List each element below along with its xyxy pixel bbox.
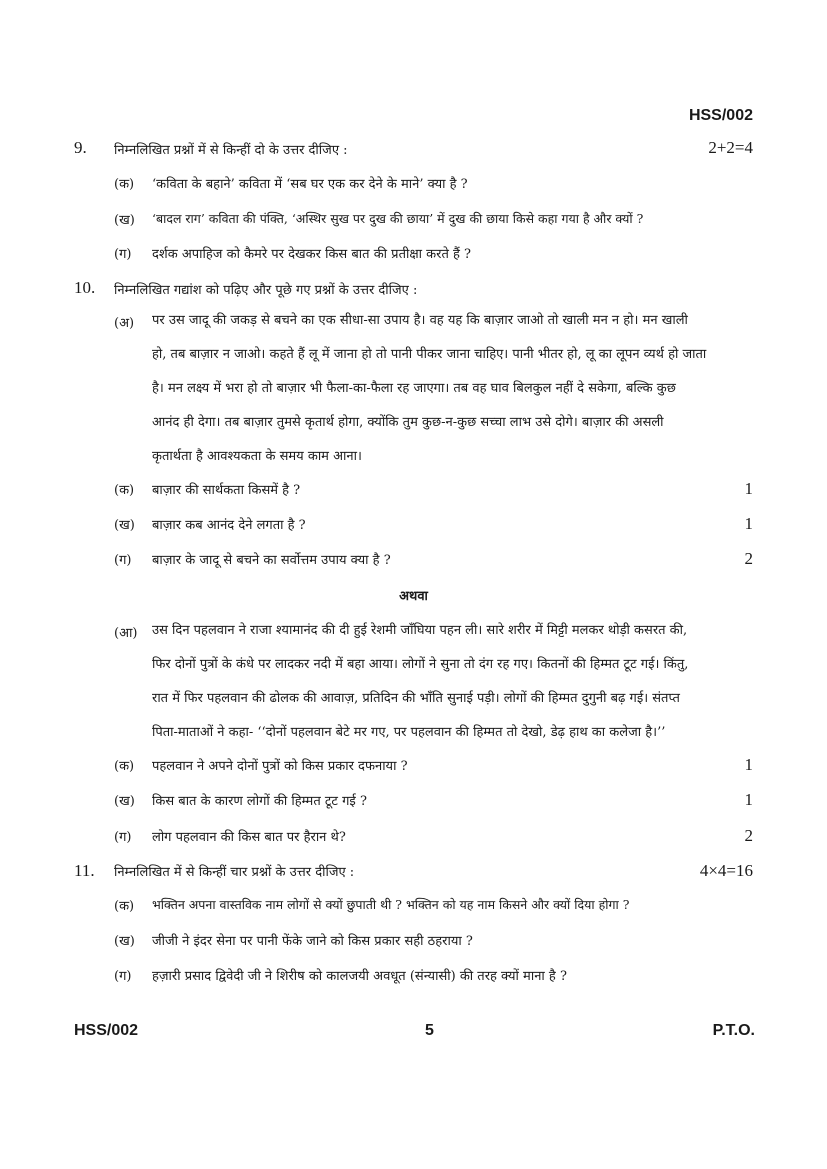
question-number-10: 10.: [74, 278, 96, 297]
question-11-text: निम्नलिखित में से किन्हीं चार प्रश्नों के उत्तर दीजिए :: [114, 865, 355, 880]
passage-a-label: (अ): [114, 316, 135, 331]
q10a-question-marks: 1: [744, 514, 753, 533]
passage-a-text: [152, 304, 757, 474]
q10b-question-marks: 1: [744, 755, 753, 774]
q11-item-label: (ख): [114, 934, 135, 949]
passage-b-text: [152, 614, 757, 750]
question-9-marks: 2+2=4: [708, 138, 753, 157]
passage-line: पर उस जादू की जकड़ से बचने का एक सीधा-सा उपाय है। वह यह कि बाज़ार जाओ तो खाली मन न हो। मन खाली: [152, 313, 688, 328]
pto-label: P.T.O.: [712, 1022, 755, 1039]
q10a-question-marks: 2: [744, 549, 753, 568]
q9-item-text: ‘बादल राग’ कविता की पंक्ति, ‘अस्थिर सुख पर दुख की छाया’ में दुख की छाया किसे कहा गया है और क्यों ?: [152, 211, 644, 226]
q11-item-text: हज़ारी प्रसाद द्विवेदी जी ने शिरीष को कालजयी अवधूत (संन्यासी) की तरह क्यों माना है ?: [152, 969, 567, 984]
q9-item-label: (क): [114, 177, 135, 192]
or-separator: अथवा: [399, 589, 428, 604]
q10a-question-marks: 1: [744, 479, 753, 498]
page-number: 5: [425, 1022, 434, 1039]
question-number-11: 11.: [74, 861, 95, 880]
q10a-question-label: (क): [114, 483, 135, 498]
question-10-text: निम्नलिखित गद्यांश को पढ़िए और पूछे गए प्रश्नों के उत्तर दीजिए :: [114, 283, 418, 298]
q10b-question-text: लोग पहलवान की किस बात पर हैरान थे?: [152, 830, 346, 845]
question-9-text: निम्नलिखित प्रश्नों में से किन्हीं दो के उत्तर दीजिए :: [114, 143, 348, 158]
q10b-question-text: किस बात के कारण लोगों की हिम्मत टूट गई ?: [152, 794, 367, 809]
passage-line: रात में फिर पहलवान की ढोलक की आवाज़, प्रतिदिन की भाँति सुनाई पड़ी। लोगों की हिम्मत दुगुनी बढ़ गई। संतप्त: [152, 691, 680, 706]
question-number-9: 9.: [74, 138, 87, 157]
passage-line: हो, तब बाज़ार न जाओ। कहते हैं लू में जाना हो तो पानी पीकर जाना चाहिए। पानी भीतर हो, लू का लूपन व्यर्थ हो जाता: [152, 347, 707, 362]
passage-b-label: (आ): [114, 626, 138, 641]
q10a-question-label: (ख): [114, 518, 135, 533]
q10b-question-text: पहलवान ने अपने दोनों पुत्रों को किस प्रकार दफनाया ?: [152, 759, 408, 774]
paper-code-header: HSS/002: [688, 107, 753, 124]
q11-item-label: (ग): [114, 969, 132, 984]
paper-code-footer: HSS/002: [74, 1022, 139, 1039]
q10b-question-marks: 2: [744, 826, 753, 845]
passage-line: उस दिन पहलवान ने राजा श्यामानंद की दी हुई रेशमी जाँघिया पहन ली। सारे शरीर में मिट्टी मलकर थोड़ी कसरत की,: [152, 623, 688, 638]
q10a-question-label: (ग): [114, 553, 132, 568]
q10a-question-text: बाज़ार के जादू से बचने का सर्वोत्तम उपाय क्या है ?: [152, 553, 391, 568]
passage-line: पिता-माताओं ने कहा- ‘‘दोनों पहलवान बेटे मर गए, पर पहलवान की हिम्मत तो देखो, डेढ़ हाथ का कलेजा है।’’: [152, 725, 666, 740]
q11-item-text: भक्तिन अपना वास्तविक नाम लोगों से क्यों छुपाती थी ? भक्तिन को यह नाम किसने और क्यों दिया होगा ?: [152, 897, 630, 912]
q11-item-text: जीजी ने इंदर सेना पर पानी फेंके जाने को किस प्रकार सही ठहराया ?: [152, 934, 473, 949]
passage-line: आनंद ही देगा। तब बाज़ार तुमसे कृतार्थ होगा, क्योंकि तुम कुछ-न-कुछ सच्चा लाभ उसे दोगे। बाज़ार की असली: [152, 415, 664, 430]
q10b-question-marks: 1: [744, 790, 753, 809]
passage-line: है। मन लक्ष्य में भरा हो तो बाज़ार भी फैला-का-फैला रह जाएगा। तब वह घाव बिलकुल नहीं दे सकेगा, बल्कि कुछ: [152, 381, 676, 396]
q9-item-label: (ख): [114, 213, 135, 228]
q10b-question-label: (क): [114, 759, 135, 774]
q10a-question-text: बाज़ार कब आनंद देने लगता है ?: [152, 518, 306, 533]
q11-item-label: (क): [114, 899, 135, 914]
q9-item-text: दर्शक अपाहिज को कैमरे पर देखकर किस बात की प्रतीक्षा करते हैं ?: [152, 247, 472, 262]
q9-item-text: ‘कविता के बहाने’ कविता में ‘सब घर एक कर देने के माने’ क्या है ?: [152, 177, 468, 192]
passage-line: कृतार्थता है आवश्यकता के समय काम आना।: [152, 449, 362, 464]
passage-line: फिर दोनों पुत्रों के कंधे पर लादकर नदी में बहा आया। लोगों ने सुना तो दंग रह गए। कितनों की हिम्मत टूट गई। किंतु,: [152, 657, 689, 672]
q10a-question-text: बाज़ार की सार्थकता किसमें है ?: [152, 483, 301, 498]
q9-item-label: (ग): [114, 247, 132, 262]
question-11-marks: 4×4=16: [699, 861, 753, 880]
q10b-question-label: (ग): [114, 830, 132, 845]
q10b-question-label: (ख): [114, 794, 135, 809]
